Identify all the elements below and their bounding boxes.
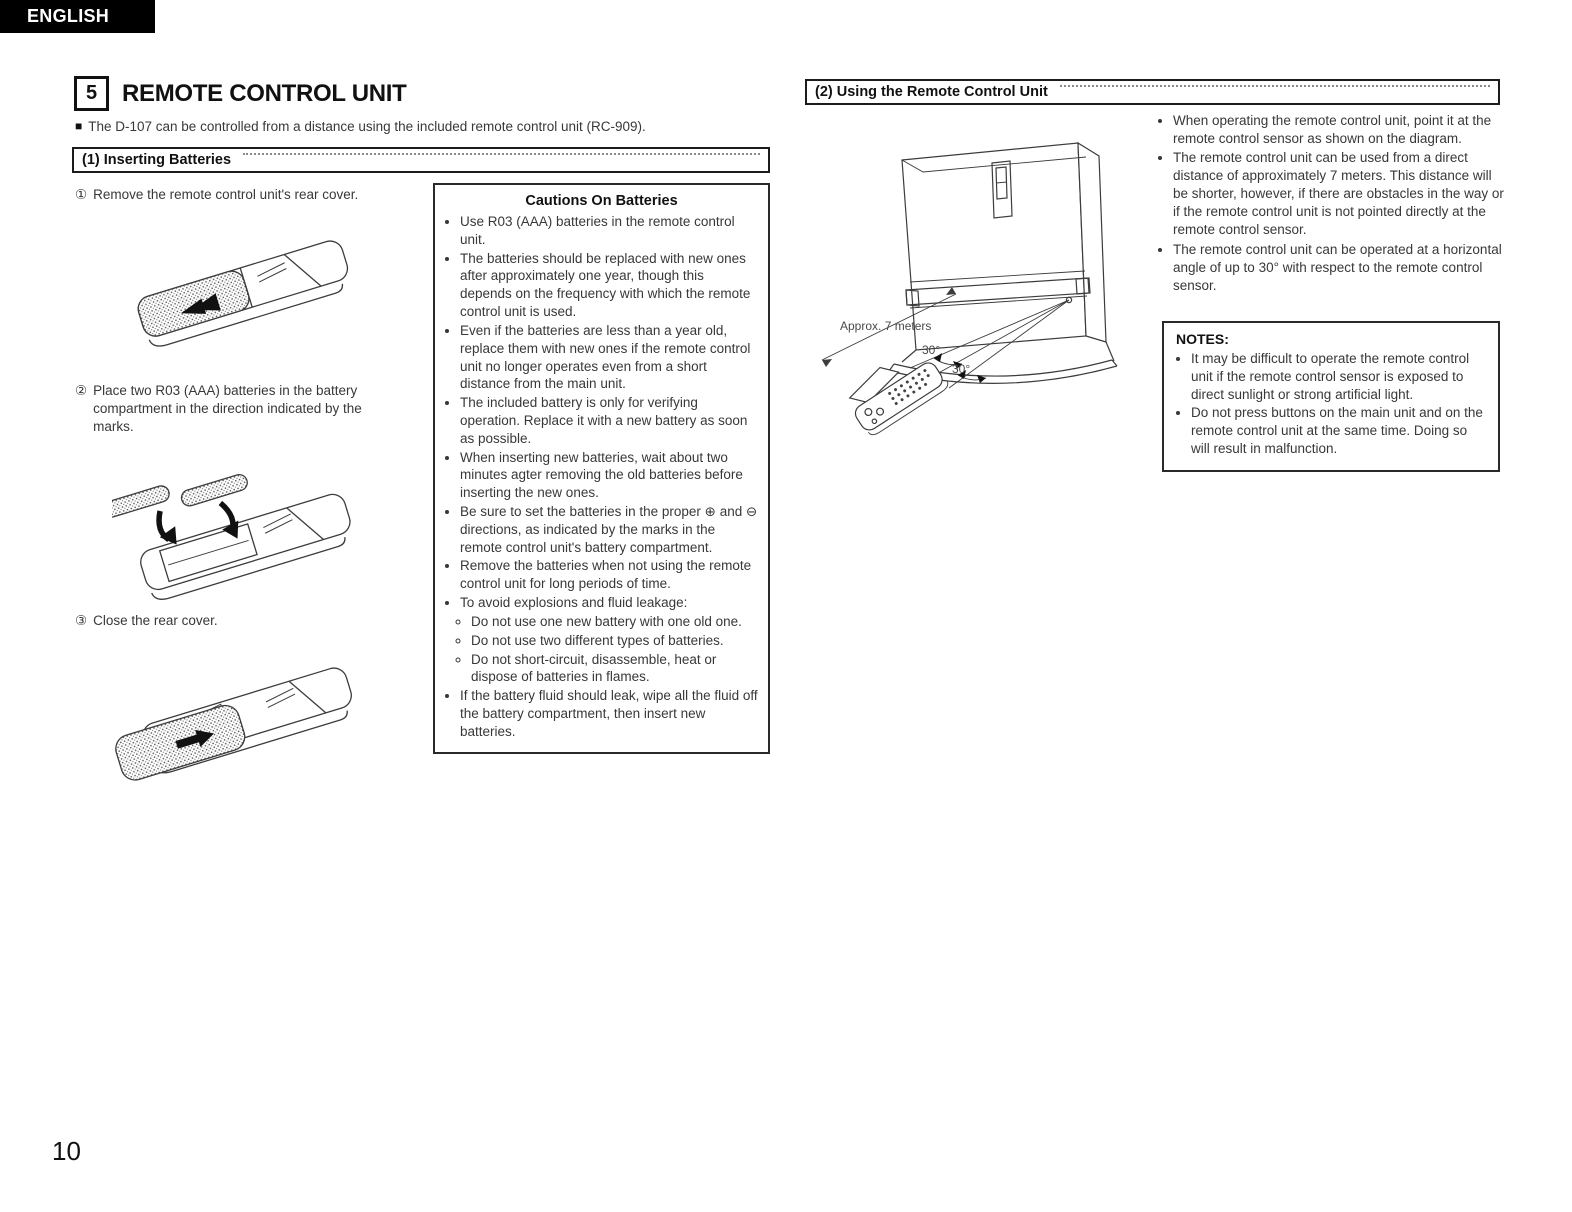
- dotted-leader: [243, 153, 760, 155]
- step-1: [75, 186, 447, 204]
- section1-heading: (1) Inserting Batteries: [82, 152, 232, 168]
- using-remote-bullets: [1157, 112, 1507, 296]
- section1-header: [72, 147, 770, 173]
- notes-box: [1162, 321, 1500, 472]
- caution-item: • When inserting new batteries, wait about two minutes agter removing the old batteries before inserting the new ones.: [460, 449, 758, 502]
- insert-batteries-illustration: [112, 436, 370, 604]
- usage-bullet: • The remote control unit can be used from a direct distance of approximately 7 meters. This distance will be shorter, however, if there are obstacles in the way or if the remote control unit is not pointed directly at the remote control sensor.: [1173, 149, 1507, 239]
- step-3-number: ③: [75, 613, 88, 628]
- intro-sentence: The D-107 can be controlled from a distance using the included remote control unit (RC-909).: [88, 119, 646, 134]
- caution-sub-item: ◦ Do not use one new battery with one old one.: [471, 613, 758, 631]
- remote-usage-diagram: [806, 130, 1164, 452]
- usage-bullet: • When operating the remote control unit, point it at the remote control sensor as shown on the diagram.: [1173, 112, 1507, 148]
- section-number-box: 5: [74, 76, 109, 111]
- caution-item: • Remove the batteries when not using the remote control unit for long periods of time.: [460, 557, 758, 593]
- language-banner: ENGLISH: [0, 0, 155, 33]
- step-1-text: Remove the remote control unit's rear cover.: [93, 187, 359, 202]
- page-number: 10: [52, 1136, 81, 1166]
- step-2: [75, 382, 405, 436]
- angle-left-label: 30°: [922, 343, 941, 357]
- notes-title: NOTES:: [1176, 331, 1229, 347]
- caution-item-text: To avoid explosions and fluid leakage:: [460, 595, 688, 611]
- close-rear-cover-illustration: [103, 638, 373, 803]
- cautions-list: [445, 213, 758, 741]
- cautions-on-batteries-box: [433, 183, 770, 754]
- cautions-title: Cautions On Batteries: [525, 193, 678, 209]
- note-item: • It may be difficult to operate the remote control unit if the remote control sensor is exposed to direct sunlight or strong artificial light.: [1191, 350, 1486, 404]
- square-bullet-icon: ■: [75, 119, 83, 133]
- page-title: REMOTE CONTROL UNIT: [122, 79, 407, 107]
- step-1-number: ①: [75, 187, 88, 202]
- intro-text: [75, 119, 646, 134]
- note-item: • Do not press buttons on the main unit and on the remote control unit at the same time. Doing so will result in malfunction.: [1191, 404, 1486, 458]
- section2-heading: (2) Using the Remote Control Unit: [815, 84, 1048, 100]
- step-3: [75, 612, 405, 630]
- caution-item: • If the battery fluid should leak, wipe all the fluid off the battery compartment, then insert new batteries.: [460, 687, 758, 740]
- section2-header: [805, 79, 1500, 105]
- step-2-number: ②: [75, 383, 88, 398]
- caution-sub-item: ◦ Do not use two different types of batteries.: [471, 632, 758, 650]
- caution-item: • Even if the batteries are less than a year old, replace them with new ones if the remote control unit no longer operates even from a short distance from the main unit.: [460, 322, 758, 393]
- caution-sub-item: ◦ Do not short-circuit, disassemble, heat or dispose of batteries in flames.: [471, 651, 758, 687]
- caution-item: • The included battery is only for verifying operation. Replace it with a new battery as soon as possible.: [460, 394, 758, 447]
- caution-item: [460, 594, 758, 686]
- step-2-text: Place two R03 (AAA) batteries in the battery compartment in the direction indicated by the marks.: [93, 383, 362, 435]
- caution-item: • Be sure to set the batteries in the proper ⊕ and ⊖ directions, as indicated by the marks in the remote control unit's battery compartment.: [460, 503, 758, 556]
- notes-list: [1176, 350, 1486, 458]
- caution-item: • The batteries should be replaced with new ones after approximately one year, though this depends on the frequency with which the remote control unit is used.: [460, 250, 758, 321]
- dotted-leader: [1060, 85, 1490, 87]
- angle-right-label: 30°: [952, 362, 971, 376]
- page-title-row: [74, 76, 407, 111]
- distance-label: Approx. 7 meters: [840, 319, 932, 333]
- remote-rear-cover-illustration: [122, 214, 367, 372]
- cautions-sub-list: [460, 613, 758, 686]
- step-3-text: Close the rear cover.: [93, 613, 218, 628]
- caution-item: • Use R03 (AAA) batteries in the remote control unit.: [460, 213, 758, 249]
- usage-bullet: • The remote control unit can be operated at a horizontal angle of up to 30° with respect to the remote control sensor.: [1173, 241, 1507, 295]
